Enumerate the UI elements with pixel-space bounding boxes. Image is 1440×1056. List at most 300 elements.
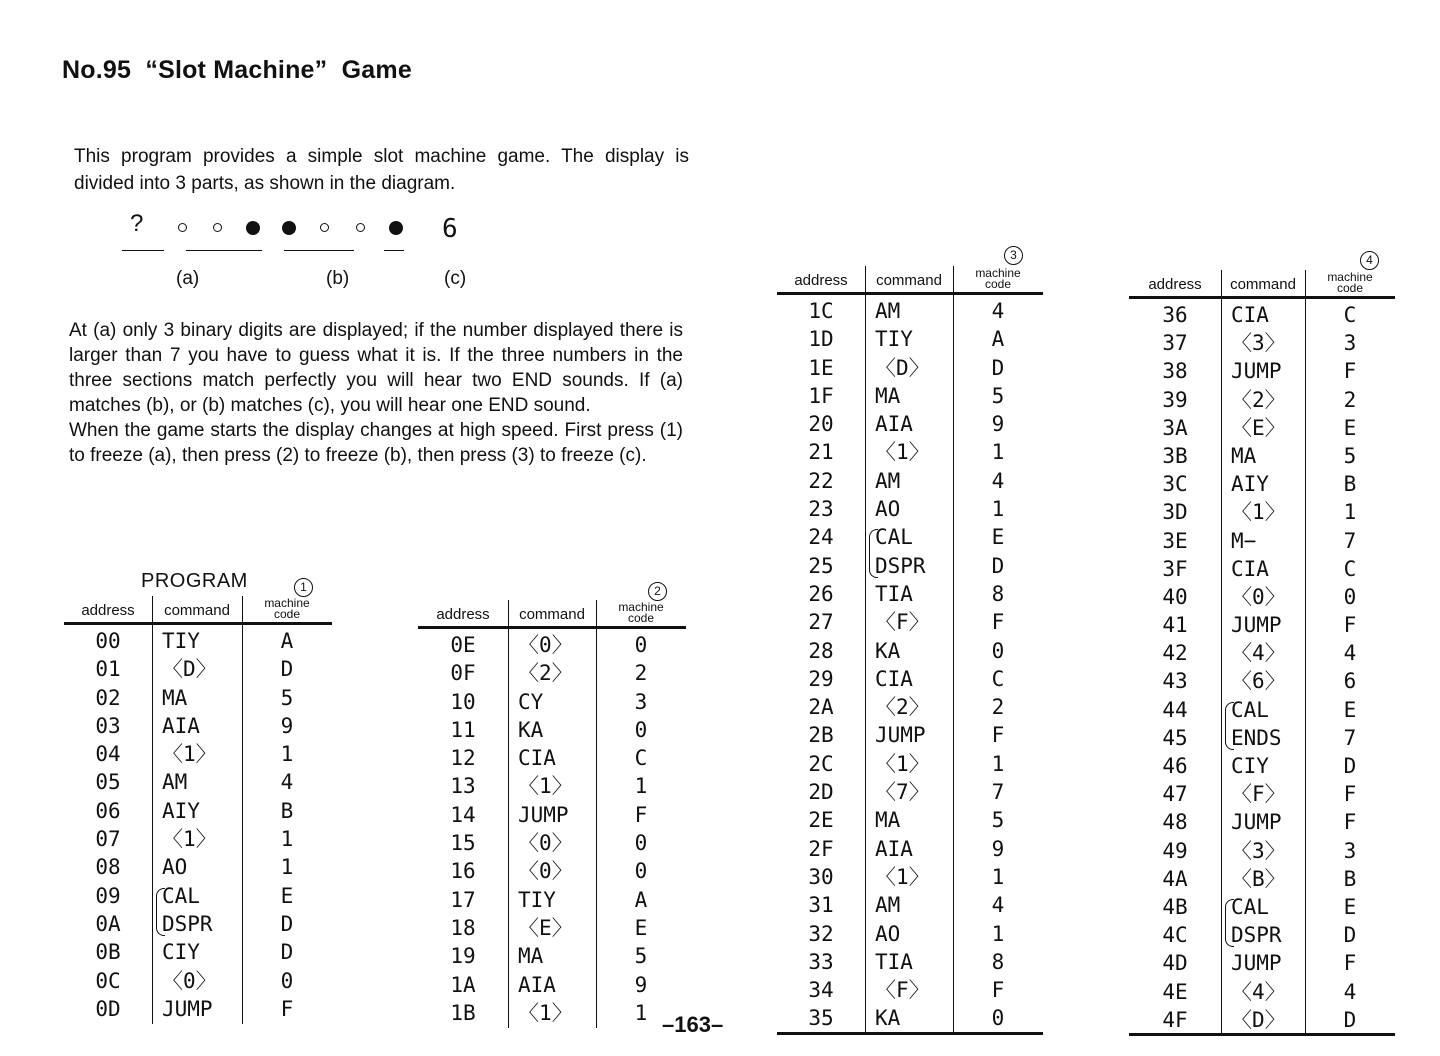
command-cell: 〈1〉 [875,864,930,889]
table-row [64,853,332,881]
header-machine-code: machine code [975,266,1021,291]
command-cell: CIA [1231,556,1269,581]
machine-code-cell: 5 [991,383,1005,408]
command-cell: CIA [1231,303,1269,327]
address-cell: 03 [95,713,121,738]
machine-code-cell: 1 [991,864,1005,889]
address-cell: 04 [95,742,121,767]
table-row [1129,978,1395,1006]
machine-code-cell: 9 [991,836,1005,861]
machine-code-cell: E [634,915,648,940]
table-row [64,825,332,853]
machine-code-cell: 0 [991,638,1005,663]
command-cell: 〈D〉 [162,657,217,682]
address-cell: 45 [1162,725,1188,750]
table-row [777,778,1043,806]
label-a: (a) [176,268,200,289]
command-cell: AM [875,299,901,323]
address-cell: 33 [808,949,834,974]
table-row [1129,639,1395,667]
command-cell: AM [875,893,901,918]
command-cell: AM [875,468,901,493]
address-cell: 4B [1162,894,1188,919]
led-on-dot [282,221,296,235]
table-row [777,976,1043,1004]
machine-code-cell: 5 [1343,443,1357,468]
table-marker: 1 [294,578,313,597]
address-cell: 39 [1162,387,1188,412]
command-cell: TIY [518,887,556,912]
table-row [1129,583,1395,611]
machine-code-cell: D [1343,1007,1357,1032]
machine-code-cell: 0 [280,968,294,993]
table-row [777,1004,1043,1032]
table-row [777,552,1043,580]
address-cell: 12 [450,746,476,771]
table-row [418,801,686,829]
machine-code-cell: 0 [991,1006,1005,1031]
table-row [418,999,686,1027]
command-cell: 〈3〉 [1231,838,1286,863]
command-cell: JUMP [1231,951,1282,976]
table-row [1129,837,1395,865]
address-cell: 48 [1162,810,1188,835]
table-row [1129,667,1395,695]
command-cell: MA [875,383,901,408]
command-cell: 〈2〉 [875,695,930,720]
table-row [777,750,1043,778]
address-cell: 35 [808,1006,834,1031]
address-cell: 2F [808,836,834,861]
machine-code-cell: F [991,610,1005,635]
program-heading: PROGRAM [141,570,248,592]
address-cell: 0B [95,940,121,965]
table-row [64,684,332,712]
machine-code-cell: 1 [991,921,1005,946]
machine-code-cell: 4 [991,468,1005,493]
address-cell: 3B [1162,443,1188,468]
machine-code-cell: C [634,746,648,771]
table-row [777,608,1043,636]
machine-code-cell: 9 [280,713,294,738]
machine-code-cell: F [280,996,294,1021]
machine-code-cell: 6 [1343,669,1357,694]
address-cell: 24 [808,525,834,550]
address-cell: 26 [808,581,834,606]
header-address: address [1148,276,1202,293]
led-off-dot [213,223,222,232]
table-row [1129,470,1395,498]
underline-a2 [186,250,262,251]
address-cell: 14 [450,802,476,827]
label-c: (c) [444,268,467,289]
machine-code-cell: F [991,978,1005,1003]
address-cell: 30 [808,864,834,889]
address-cell: 23 [808,497,834,522]
table-row [777,920,1043,948]
machine-code-cell: C [1343,303,1357,327]
address-cell: 36 [1162,303,1188,327]
machine-code-cell: F [1343,782,1357,807]
question-mark: ? [130,210,144,237]
address-cell: 28 [808,638,834,663]
table-bottom-rule [777,1032,1043,1035]
command-cell: 〈2〉 [1231,387,1286,412]
command-cell: 〈B〉 [1231,866,1286,891]
command-cell: 〈4〉 [1231,979,1286,1004]
machine-code-cell: 4 [280,770,294,795]
machine-code-cell: B [280,798,294,823]
command-cell: 〈1〉 [875,440,930,465]
table-marker: 2 [648,582,667,601]
address-cell: 1D [808,327,834,352]
command-cell: 〈1〉 [1231,500,1286,525]
table-row [777,863,1043,891]
machine-code-cell: D [991,553,1005,578]
machine-code-cell: 4 [991,893,1005,918]
table-row [418,886,686,914]
table-row [777,637,1043,665]
address-cell: 06 [95,798,121,823]
machine-code-cell: F [1343,613,1357,638]
address-cell: 4D [1162,951,1188,976]
command-cell: ENDS [1231,725,1282,750]
table-row [64,768,332,796]
machine-code-cell: F [1343,951,1357,976]
table-row [777,835,1043,863]
table-marker: 4 [1360,251,1379,270]
command-cell: AO [875,921,901,946]
header-address: address [81,602,135,619]
table-row [777,467,1043,495]
table-row [418,631,686,659]
table-row [64,967,332,995]
address-cell: 19 [450,944,476,969]
machine-code-cell: E [1343,697,1357,722]
table-row [1129,329,1395,357]
command-cell: MA [875,808,901,833]
machine-code-cell: 2 [634,661,648,686]
table-row [1129,442,1395,470]
machine-code-cell: D [991,355,1005,380]
command-cell: JUMP [1231,613,1282,638]
machine-code-cell: 0 [634,633,648,657]
address-cell: 42 [1162,641,1188,666]
address-cell: 20 [808,412,834,437]
command-cell: JUMP [518,802,569,827]
table-row [64,938,332,966]
command-cell: KA [875,1006,901,1031]
intro-paragraph [74,143,689,197]
table-row [1129,808,1395,836]
address-cell: 16 [450,859,476,884]
table-row [64,627,332,655]
command-cell: 〈1〉 [875,751,930,776]
table-row [1129,921,1395,949]
machine-code-cell: 8 [991,581,1005,606]
table-header [418,600,686,629]
table-row [418,772,686,800]
address-cell: 32 [808,921,834,946]
command-cell: 〈2〉 [518,661,573,686]
table-row [777,580,1043,608]
machine-code-cell: C [1343,556,1357,581]
address-cell: 2C [808,751,834,776]
table-row [777,354,1043,382]
command-cell: AIA [875,412,913,437]
address-cell: 4F [1162,1007,1188,1032]
header-address: address [436,606,490,623]
command-cell: 〈1〉 [162,742,217,767]
machine-code-cell: 7 [991,780,1005,805]
table-row [418,659,686,687]
address-cell: 21 [808,440,834,465]
page-title: No.95 “Slot Machine” Game [62,56,412,84]
table-row [1129,301,1395,329]
machine-code-cell: 1 [1343,500,1357,525]
table-row [1129,555,1395,583]
machine-code-cell: 0 [634,717,648,742]
command-cell: KA [875,638,901,663]
command-cell: MA [518,944,544,969]
table-row [1129,724,1395,752]
address-cell: 40 [1162,584,1188,609]
machine-code-cell: 7 [1343,725,1357,750]
instructions-paragraph-1: At (a) only 3 binary digits are displayed; if the number displayed there is larger than 7 you have to guess what it is. If the three numbers in the three sections match perfectly you will hear two END sounds. If (a) matches (b), or (b) matches (c), you will hear one END sound. [69,320,683,416]
command-cell: AIA [518,972,556,997]
command-cell: JUMP [875,723,926,748]
command-cell: AM [162,770,188,795]
address-cell: 2E [808,808,834,833]
command-cell: MA [162,685,188,710]
address-cell: 3F [1162,556,1188,581]
table-marker: 3 [1004,246,1023,265]
address-cell: 18 [450,915,476,940]
table-row [777,410,1043,438]
address-cell: 1A [450,972,476,997]
program-table [777,266,1043,1033]
machine-code-cell: B [1343,472,1357,497]
table-row [1129,752,1395,780]
table-row [1129,893,1395,921]
table-row [1129,780,1395,808]
machine-code-cell: 1 [991,751,1005,776]
address-cell: 0E [450,633,476,657]
address-cell: 38 [1162,359,1188,384]
address-cell: 27 [808,610,834,635]
header-command: command [1230,276,1296,293]
table-row [64,995,332,1023]
address-cell: 3E [1162,528,1188,553]
command-cell: KA [518,717,544,742]
command-cell: DSPR [1231,923,1282,948]
address-cell: 37 [1162,331,1188,356]
machine-code-cell: 2 [991,695,1005,720]
address-cell: 11 [450,717,476,742]
command-cell: 〈1〉 [518,1000,573,1025]
address-cell: 3A [1162,415,1188,440]
table-row [418,971,686,999]
machine-code-cell: 2 [1343,387,1357,412]
table-row [777,891,1043,919]
address-cell: 0C [95,968,121,993]
table-row [777,523,1043,551]
address-cell: 2B [808,723,834,748]
machine-code-cell: 8 [991,949,1005,974]
address-cell: 1F [808,383,834,408]
machine-code-cell: 1 [280,855,294,880]
machine-code-cell: D [280,940,294,965]
machine-code-cell: 1 [280,742,294,767]
address-cell: 31 [808,893,834,918]
table-row [777,438,1043,466]
address-cell: 0F [450,661,476,686]
machine-code-cell: 1 [991,440,1005,465]
machine-code-cell: 5 [280,685,294,710]
address-cell: 29 [808,666,834,691]
machine-code-cell: 0 [1343,584,1357,609]
command-cell: 〈0〉 [1231,584,1286,609]
machine-code-cell: C [991,666,1005,691]
table-row [777,806,1043,834]
machine-code-cell: D [1343,923,1357,948]
machine-code-cell: B [1343,866,1357,891]
page-number: –163– [662,1012,724,1037]
command-cell: MA [1231,443,1257,468]
command-cell: CAL [1231,697,1269,722]
command-cell: 〈0〉 [162,968,217,993]
address-cell: 1C [808,299,834,323]
table-row [64,712,332,740]
machine-code-cell: 9 [634,972,648,997]
machine-code-cell: 1 [634,774,648,799]
header-machine-code: machine code [264,596,310,621]
command-cell: TIA [875,949,913,974]
table-header [64,596,332,625]
table-row [777,325,1043,353]
address-cell: 4C [1162,923,1188,948]
led-off-dot [356,223,365,232]
table-row [1129,1006,1395,1034]
command-cell: AO [162,855,188,880]
address-cell: 44 [1162,697,1188,722]
command-cell: AIY [1231,472,1269,497]
table-row [1129,414,1395,442]
command-cell: 〈D〉 [875,355,930,380]
table-row [1129,696,1395,724]
address-cell: 4A [1162,866,1188,891]
command-cell: 〈F〉 [1231,782,1286,807]
machine-code-cell: F [1343,359,1357,384]
address-cell: 0A [95,911,121,936]
command-cell: CAL [1231,894,1269,919]
instructions-paragraph-2: When the game starts the display changes at high speed. First press (1) to freeze (a), then press (2) to freeze (b), then press (3) to freeze (c). [69,420,683,466]
table-row [418,716,686,744]
table-header [777,266,1043,295]
machine-code-cell: D [1343,754,1357,778]
command-cell: 〈1〉 [518,774,573,799]
machine-code-cell: 7 [1343,528,1357,553]
header-command: command [876,272,942,289]
machine-code-cell: 5 [634,944,648,969]
table-row [1129,386,1395,414]
instructions [69,318,683,468]
table-row [418,914,686,942]
table-row [777,297,1043,325]
command-cell: 〈E〉 [518,915,573,940]
table-row [418,688,686,716]
address-cell: 1B [450,1000,476,1025]
address-cell: 22 [808,468,834,493]
address-cell: 49 [1162,838,1188,863]
address-cell: 08 [95,855,121,880]
command-cell: CIA [875,666,913,691]
command-cell: 〈F〉 [875,610,930,635]
machine-code-cell: 3 [1343,331,1357,356]
table-row [1129,865,1395,893]
table-row [777,721,1043,749]
table-bottom-rule [1129,1033,1395,1036]
led-on-dot [389,221,403,235]
address-cell: 00 [95,629,121,653]
machine-code-cell: 4 [1343,979,1357,1004]
address-cell: 13 [450,774,476,799]
command-cell: 〈4〉 [1231,641,1286,666]
command-cell: TIY [162,629,200,653]
command-cell: 〈3〉 [1231,331,1286,356]
header-machine-code: machine code [1327,270,1373,295]
header-command: command [164,602,230,619]
header-address: address [794,272,848,289]
address-cell: 3D [1162,500,1188,525]
machine-code-cell: D [280,657,294,682]
machine-code-cell: 1 [634,1000,648,1025]
seven-segment-digit: 6 [442,214,458,244]
underline-a1 [122,250,164,251]
machine-code-cell: E [1343,894,1357,919]
command-cell: CAL [875,525,913,550]
table-row [1129,949,1395,977]
address-cell: 34 [808,978,834,1003]
command-cell: 〈E〉 [1231,415,1286,440]
command-cell: DSPR [875,553,926,578]
underline-c [384,250,404,251]
table-row [1129,611,1395,639]
machine-code-cell: 4 [991,299,1005,323]
command-cell: CIA [518,746,556,771]
table-row [777,693,1043,721]
machine-code-cell: 3 [634,689,648,714]
underline-b [284,250,354,251]
label-b: (b) [326,268,350,289]
program-table [418,600,686,1027]
table-row [1129,498,1395,526]
command-cell: AIA [162,713,200,738]
led-on-dot [246,221,260,235]
machine-code-cell: E [1343,415,1357,440]
address-cell: 01 [95,657,121,682]
table-row [64,797,332,825]
table-row [418,744,686,772]
table-row [1129,527,1395,555]
machine-code-cell: 1 [280,827,294,852]
table-row [418,857,686,885]
header-command: command [519,606,585,623]
machine-code-cell: 9 [991,412,1005,437]
command-cell: TIY [875,327,913,352]
command-cell: AIA [875,836,913,861]
header-machine-code: machine code [618,600,664,625]
